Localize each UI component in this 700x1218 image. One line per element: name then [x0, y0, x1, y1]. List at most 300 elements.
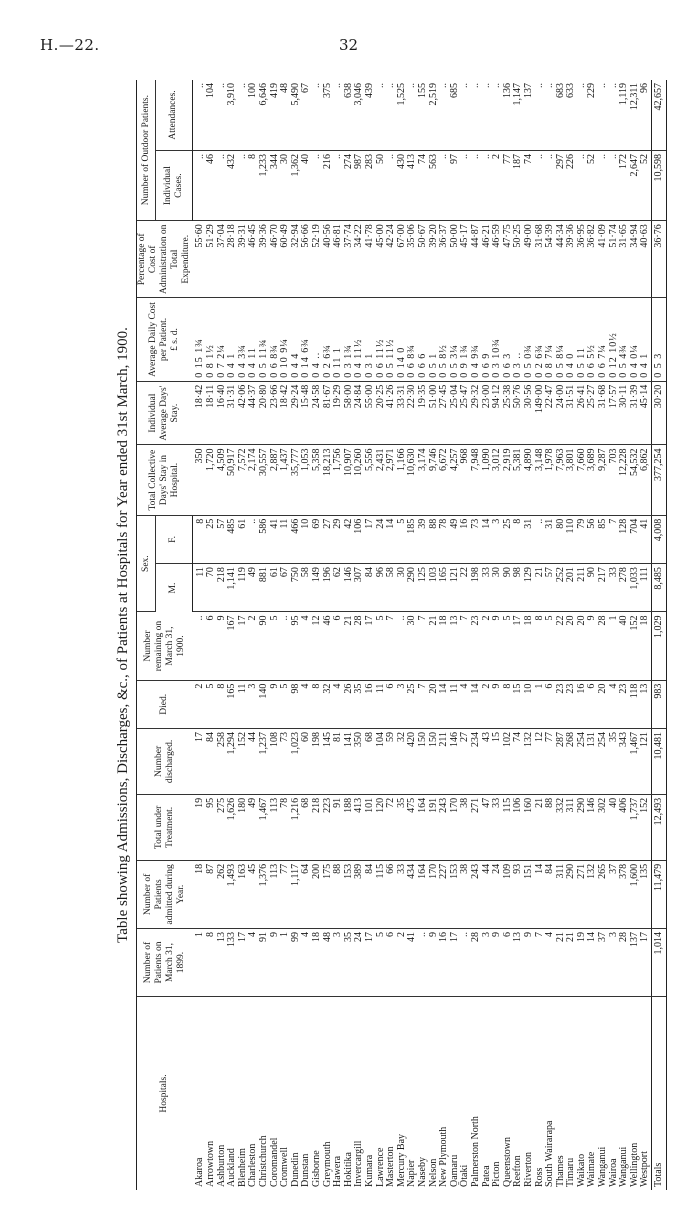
admitted-cell: 265 [598, 860, 609, 928]
patients-1899-cell: 9 [270, 928, 281, 996]
daily-cost-cell: 0 5 1 [429, 298, 440, 382]
admitted-cell: 93 [513, 860, 524, 928]
male-cell: 33 [609, 564, 620, 612]
male-cell: 121 [450, 564, 461, 612]
total-discharged: 10,481 [652, 728, 667, 794]
total-days-cell: 3,148 [535, 445, 546, 515]
individual-cases-cell: 74 [524, 150, 535, 220]
total-treated-cell: 35 [397, 794, 408, 860]
attendances-cell: 5,490 [291, 80, 302, 150]
male-cell: 21 [535, 564, 546, 612]
attendances-cell: .. [238, 80, 249, 150]
died-cell: 23 [619, 680, 630, 728]
avg-days-cell: 29·32 [471, 381, 482, 445]
total-days-cell: 1,756 [333, 445, 344, 515]
hospital-name-cell: Patea [480, 1165, 492, 1187]
total-treated-cell: 21 [535, 794, 546, 860]
admin-pct-cell: 51·74 [609, 221, 620, 298]
female-cell: 57 [217, 515, 228, 563]
discharged-cell: 32 [397, 728, 408, 794]
died-cell: 25 [407, 680, 418, 728]
hospital-name-cell: Wairoa [607, 1158, 619, 1187]
total-treated-cell: 218 [312, 794, 323, 860]
discharged-cell: 44 [248, 728, 259, 794]
hospital-name-cell: Wanganui [618, 1146, 630, 1187]
male-cell: 22 [460, 564, 471, 612]
admitted-cell: 109 [503, 860, 514, 928]
total-treated-cell: 49 [248, 794, 259, 860]
died-cell: 3 [397, 680, 408, 728]
avg-days-cell: 25·04 [450, 381, 461, 445]
male-cell: 111 [640, 564, 651, 612]
male-cell: 1,141 [227, 564, 238, 612]
male-cell: 119 [238, 564, 249, 612]
individual-cases-cell: 430 [397, 150, 408, 220]
died-cell: 10 [524, 680, 535, 728]
patients-1899-cell: 137 [630, 928, 641, 996]
daily-cost-cell: 0 5 8½ [439, 298, 450, 382]
avg-days-cell: 31·51 [566, 381, 577, 445]
total-days-cell: 703 [609, 445, 620, 515]
remaining-cell: 4 [301, 612, 312, 680]
remaining-cell: 18 [439, 612, 450, 680]
admitted-cell: 311 [556, 860, 567, 928]
patients-1899-cell: 24 [354, 928, 365, 996]
total-male: 8,485 [652, 564, 667, 612]
avg-days-cell: 18·42 [280, 381, 291, 445]
admitted-cell: 37 [609, 860, 620, 928]
remaining-cell: 21 [344, 612, 355, 680]
patients-1899-cell: 35 [344, 928, 355, 996]
patients-1899-cell: 9 [429, 928, 440, 996]
admin-pct-cell: 46·70 [270, 221, 281, 298]
patients-1899-cell: 91 [259, 928, 270, 996]
table-row [418, 80, 429, 1190]
total-treated-cell: 152 [640, 794, 651, 860]
remaining-cell: 40 [619, 612, 630, 680]
died-cell: 23 [556, 680, 567, 728]
female-cell: 110 [566, 515, 577, 563]
individual-cases-cell: .. [482, 150, 493, 220]
discharged-cell: 84 [206, 728, 217, 794]
total-days-cell: 968 [460, 445, 471, 515]
female-cell: 29 [333, 515, 344, 563]
admin-pct-cell: 54·39 [545, 221, 556, 298]
remaining-cell: 6 [206, 612, 217, 680]
admitted-cell: 38 [460, 860, 471, 928]
male-cell: 290 [407, 564, 418, 612]
attendances-cell: 6,646 [259, 80, 270, 150]
female-cell: 466 [291, 515, 302, 563]
female-cell: 88 [429, 515, 440, 563]
total-days-cell: 54,532 [630, 445, 641, 515]
daily-cost-cell: 0 4 9¾ [471, 298, 482, 382]
died-cell: 4 [301, 680, 312, 728]
total-days-cell: 2,174 [248, 445, 259, 515]
individual-cases-cell: 52 [587, 150, 598, 220]
discharged-cell: 17 [192, 728, 206, 794]
discharged-cell: 420 [407, 728, 418, 794]
page-reference: H.—22. [40, 36, 100, 54]
hospital-name-cell: Waimate [586, 1151, 598, 1187]
patients-1899-cell: 9 [492, 928, 503, 996]
avg-days-cell: 22·47 [545, 381, 556, 445]
discharged-cell: 268 [566, 728, 577, 794]
attendances-cell: .. [577, 80, 588, 150]
female-cell: 17 [365, 515, 376, 563]
header-hospitals: Hospitals. [137, 997, 193, 1190]
daily-cost-cell: 0 9 1¾ [460, 298, 471, 382]
attendances-cell: 419 [270, 80, 281, 150]
remaining-cell: 17 [513, 612, 524, 680]
admin-pct-cell: 39·31 [238, 221, 249, 298]
total-treated-cell: 95 [206, 794, 217, 860]
admitted-cell: 164 [418, 860, 429, 928]
female-cell: 27 [323, 515, 334, 563]
female-cell: 485 [227, 515, 238, 563]
female-cell: 106 [354, 515, 365, 563]
patients-1899-cell: 13 [217, 928, 228, 996]
total-days-cell: 30,557 [259, 445, 270, 515]
male-cell: 146 [344, 564, 355, 612]
attendances-cell: .. [545, 80, 556, 150]
avg-days-cell: 51·00 [429, 381, 440, 445]
total-days-cell: 7,572 [238, 445, 249, 515]
attendances-cell: 104 [206, 80, 217, 150]
individual-cases-cell: 2,647 [630, 150, 641, 220]
individual-cases-cell: .. [192, 150, 206, 220]
admin-pct-cell: 32·94 [291, 221, 302, 298]
patients-1899-cell: 133 [227, 928, 238, 996]
died-cell: 165 [227, 680, 238, 728]
attendances-cell: .. [609, 80, 620, 150]
total-treated-cell: 101 [365, 794, 376, 860]
total-admitted: 11,479 [652, 860, 667, 928]
total-treated-cell: 120 [376, 794, 387, 860]
admin-pct-cell: 39·36 [259, 221, 270, 298]
patients-1899-cell: .. [418, 928, 429, 996]
admitted-cell: 87 [206, 860, 217, 928]
died-cell: 32 [323, 680, 334, 728]
male-cell: 70 [206, 564, 217, 612]
individual-cases-cell: 1,233 [259, 150, 270, 220]
page-number: 32 [339, 36, 359, 54]
female-cell: 69 [312, 515, 323, 563]
individual-cases-cell: 432 [227, 150, 238, 220]
attendances-cell: 136 [503, 80, 514, 150]
individual-cases-cell: 52 [640, 150, 651, 220]
individual-cases-cell: 8 [248, 150, 259, 220]
total-days-cell: 3,689 [587, 445, 598, 515]
avg-days-cell: 30·11 [619, 381, 630, 445]
patients-1899-cell: 6 [386, 928, 397, 996]
male-cell: 252 [556, 564, 567, 612]
attendances-cell: 633 [566, 80, 577, 150]
individual-cases-cell: 172 [619, 150, 630, 220]
attendances-cell: 375 [323, 80, 334, 150]
header-female: F. [156, 515, 192, 563]
attendances-cell: 137 [524, 80, 535, 150]
daily-cost-cell: 0 4 1 [227, 298, 238, 382]
remaining-cell: 7 [386, 612, 397, 680]
hospital-name-cell: Ross [533, 1167, 545, 1187]
header-discharged: Number discharged. [137, 728, 193, 794]
attendances-cell: .. [312, 80, 323, 150]
total-days-cell: 3,174 [418, 445, 429, 515]
patients-1899-cell: 28 [471, 928, 482, 996]
remaining-cell: .. [192, 612, 206, 680]
total-days-cell: 10,907 [344, 445, 355, 515]
avg-days-cell: 20·25 [376, 381, 387, 445]
male-cell: 196 [323, 564, 334, 612]
daily-cost-cell: 0 5 11 [577, 298, 588, 382]
remaining-cell: 28 [598, 612, 609, 680]
table-body [192, 80, 652, 1190]
total-days-cell: 1,720 [206, 445, 217, 515]
remaining-cell: 30 [407, 612, 418, 680]
remaining-cell: 6 [333, 612, 344, 680]
hospital-name-cell: Ashburton [215, 1144, 227, 1187]
total-treated-cell: 475 [407, 794, 418, 860]
avg-days-cell: 23·66 [270, 381, 281, 445]
admitted-cell: 290 [566, 860, 577, 928]
patients-1899-cell: 8 [206, 928, 217, 996]
remaining-cell: 5 [545, 612, 556, 680]
total-treated: 12,493 [652, 794, 667, 860]
attendances-cell: .. [333, 80, 344, 150]
discharged-cell: 77 [545, 728, 556, 794]
admitted-cell: 163 [238, 860, 249, 928]
remaining-cell: 17 [238, 612, 249, 680]
daily-cost-cell: 0 4 1 [640, 298, 651, 382]
admin-pct-cell: 67·00 [397, 221, 408, 298]
total-p99: 1,014 [652, 928, 667, 996]
avg-days-cell: 33·31 [397, 381, 408, 445]
male-cell: 201 [566, 564, 577, 612]
daily-cost-cell: 0 8 7¼ [545, 298, 556, 382]
female-cell: 11 [280, 515, 291, 563]
individual-cases-cell: 563 [429, 150, 440, 220]
male-cell: 278 [619, 564, 630, 612]
female-cell: 56 [587, 515, 598, 563]
remaining-cell: 28 [354, 612, 365, 680]
discharged-cell: 15 [492, 728, 503, 794]
hospital-name-cell: Christchurch [258, 1135, 270, 1187]
attendances-cell: .. [492, 80, 503, 150]
discharged-cell: 1,467 [630, 728, 641, 794]
hospital-name-cell: Palmerston North [469, 1116, 481, 1187]
died-cell: 20 [429, 680, 440, 728]
daily-cost-cell: 0 7 2¼ [217, 298, 228, 382]
patients-1899-cell: 16 [439, 928, 450, 996]
discharged-cell: 43 [482, 728, 493, 794]
avg-days-cell: 30·56 [524, 381, 535, 445]
total-treated-cell: 180 [238, 794, 249, 860]
remaining-cell: 167 [227, 612, 238, 680]
admin-pct-cell: 50·25 [513, 221, 524, 298]
patients-1899-cell: 1 [280, 928, 291, 996]
total-days-cell: 1,978 [545, 445, 556, 515]
total-days-cell: 5,381 [513, 445, 524, 515]
hospital-name-cell: South Wairarapa [544, 1120, 556, 1187]
admitted-cell: 66 [386, 860, 397, 928]
total-treated-cell: 170 [450, 794, 461, 860]
attendances-cell: 100 [248, 80, 259, 150]
avg-days-cell: 31·68 [598, 381, 609, 445]
hospital-name-cell: Akaroa [194, 1157, 206, 1187]
male-cell: 11 [192, 564, 206, 612]
patients-1899-cell: 19 [577, 928, 588, 996]
table-row [640, 80, 651, 1190]
total-days-cell: 3,801 [566, 445, 577, 515]
died-cell: 14 [439, 680, 450, 728]
header-total-days: Total Collective Days' Stay in Hospital. [137, 445, 193, 515]
hospital-name-cell: Masterton [385, 1146, 397, 1187]
avg-days-cell: 24·00 [556, 381, 567, 445]
header-admitted: Number of Patients admitted during Year. [137, 860, 193, 928]
avg-days-cell: 19·35 [418, 381, 429, 445]
admin-pct-cell: 35·06 [407, 221, 418, 298]
remaining-cell: 20 [566, 612, 577, 680]
daily-cost-cell: 0 11 1 [333, 298, 344, 382]
daily-cost-cell: 0 4 0 [566, 298, 577, 382]
died-cell: 11 [376, 680, 387, 728]
individual-cases-cell: 283 [365, 150, 376, 220]
female-cell: 41 [640, 515, 651, 563]
total-days-cell: 35,777 [291, 445, 302, 515]
admitted-cell: 113 [270, 860, 281, 928]
remaining-cell: 8 [535, 612, 546, 680]
female-cell: 8 [513, 515, 524, 563]
died-cell: 6 [386, 680, 397, 728]
hospital-name-cell: Blenheim [236, 1148, 248, 1187]
admitted-cell: 132 [587, 860, 598, 928]
admitted-cell: 135 [640, 860, 651, 928]
died-cell: 98 [291, 680, 302, 728]
admitted-cell: 271 [577, 860, 588, 928]
total-treated-cell: 47 [482, 794, 493, 860]
female-cell: 73 [471, 515, 482, 563]
patients-1899-cell: 3 [333, 928, 344, 996]
male-cell: 62 [333, 564, 344, 612]
discharged-cell: 150 [429, 728, 440, 794]
admin-pct-cell: 46·81 [333, 221, 344, 298]
total-days-cell: 2,919 [503, 445, 514, 515]
attendances-cell: 2,519 [429, 80, 440, 150]
header-attendances: Attendances. [156, 80, 192, 150]
died-cell: 20 [598, 680, 609, 728]
totals-row [652, 80, 667, 1190]
remaining-cell: 18 [524, 612, 535, 680]
avg-days-cell: 31·31 [227, 381, 238, 445]
admin-pct-cell: 36·82 [587, 221, 598, 298]
daily-cost-cell: 0 6 5½ [587, 298, 598, 382]
admin-pct-cell: 39·20 [429, 221, 440, 298]
total-treated-cell: 78 [280, 794, 291, 860]
discharged-cell: 102 [503, 728, 514, 794]
total-treated-cell: 91 [333, 794, 344, 860]
hospital-name-cell: Dunedin [289, 1152, 301, 1187]
daily-cost-cell: 0 3 10¾ [492, 298, 503, 382]
individual-cases-cell: 226 [566, 150, 577, 220]
hospital-name-cell: Napier [406, 1159, 418, 1187]
admin-pct-cell: 50·67 [418, 221, 429, 298]
remaining-cell: 23 [471, 612, 482, 680]
daily-cost-cell: 0 8 1½ [206, 298, 217, 382]
table-row [524, 80, 535, 1190]
remaining-cell: 5 [270, 612, 281, 680]
attendances-cell: .. [407, 80, 418, 150]
individual-cases-cell: 2 [492, 150, 503, 220]
total-treated-cell: 275 [217, 794, 228, 860]
discharged-cell: 74 [513, 728, 524, 794]
attendances-cell: .. [535, 80, 546, 150]
total-treated-cell: 38 [460, 794, 471, 860]
total-treated-cell: 113 [270, 794, 281, 860]
died-cell: 7 [418, 680, 429, 728]
totals-label: Totals [652, 997, 667, 1190]
admin-pct-cell: 28·18 [227, 221, 238, 298]
admin-pct-cell: 40·63 [640, 221, 651, 298]
avg-days-cell: 24·58 [312, 381, 323, 445]
individual-cases-cell: .. [439, 150, 450, 220]
patients-1899-cell: 3 [609, 928, 620, 996]
remaining-cell: 7 [460, 612, 471, 680]
hospital-name-cell: Hokitika [342, 1152, 354, 1187]
total-treated-cell: 1,737 [630, 794, 641, 860]
remaining-cell: 7 [418, 612, 429, 680]
avg-days-cell: 50·76 [513, 381, 524, 445]
admin-pct-cell: 34·94 [630, 221, 641, 298]
header-total: Total under Treatment. [137, 794, 193, 860]
individual-cases-cell: 216 [323, 150, 334, 220]
total-days-cell: 5,358 [312, 445, 323, 515]
patients-1899-cell: 6 [503, 928, 514, 996]
admin-pct-cell: 50·00 [450, 221, 461, 298]
avg-days-cell: 44·37 [248, 381, 259, 445]
admin-pct-cell: 60·49 [280, 221, 291, 298]
avg-days-cell: 22·30 [407, 381, 418, 445]
total-days-cell: 1,053 [301, 445, 312, 515]
daily-cost-cell: 0 4 4 [291, 298, 302, 382]
remaining-cell: 21 [429, 612, 440, 680]
hospital-name-cell: Reefton [512, 1155, 524, 1187]
header-male: M. [156, 564, 192, 612]
attendances-cell: 12,311 [630, 80, 641, 150]
male-cell: 49 [248, 564, 259, 612]
avg-days-cell: 81·67 [323, 381, 334, 445]
discharged-cell: 73 [280, 728, 291, 794]
admitted-cell: 1,117 [291, 860, 302, 928]
daily-cost-cell: 0 5 11¾ [259, 298, 270, 382]
hospital-name-cell: Hawera [332, 1155, 344, 1187]
attendances-cell: .. [598, 80, 609, 150]
daily-cost-cell: 0 10 9¼ [280, 298, 291, 382]
avg-days-cell: 27·45 [439, 381, 450, 445]
hospital-name-cell: Oamaru [448, 1154, 460, 1187]
admitted-cell: 262 [217, 860, 228, 928]
patients-1899-cell: 4 [301, 928, 312, 996]
total-treated-cell: 332 [556, 794, 567, 860]
attendances-cell: .. [460, 80, 471, 150]
individual-cases-cell: 40 [301, 150, 312, 220]
daily-cost-cell: 0 3 .. [513, 298, 524, 382]
male-cell: 90 [587, 564, 598, 612]
hospital-name-cell: Arrowtown [205, 1140, 217, 1187]
discharged-cell: 81 [333, 728, 344, 794]
male-cell: 881 [259, 564, 270, 612]
attendances-cell: 1,525 [397, 80, 408, 150]
